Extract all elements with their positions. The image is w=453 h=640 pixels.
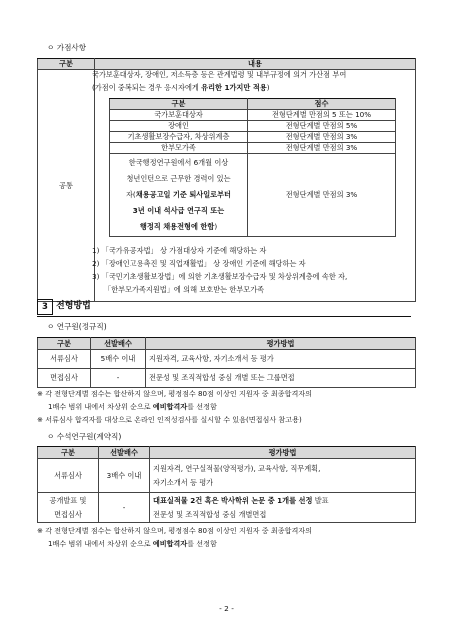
row-category: 서류심사 bbox=[38, 459, 99, 493]
researcher-note-cont: 1배수 범위 내에서 차상위 순으로 예비합격자를 선정함 bbox=[48, 402, 217, 411]
page-number: - 2 - bbox=[219, 604, 234, 613]
row-category: 공개발표 및 면접심사 bbox=[38, 493, 99, 523]
row-ratio: 3배수 이내 bbox=[99, 459, 150, 493]
row-ratio: - bbox=[99, 493, 150, 523]
row-ratio: - bbox=[91, 369, 146, 388]
senior-note: ※ 각 전형단계별 점수는 합산하지 않으며, 평정점수 80점 이상인 지원자 중 최종합격자의 bbox=[37, 526, 313, 535]
section-header bbox=[37, 299, 411, 317]
researcher-table bbox=[37, 337, 416, 388]
bonus-intro-line2: (가점이 중복되는 경우 응시자에게 유리한 1가지만 적용) bbox=[92, 83, 270, 92]
inner-row-category: 장애인 bbox=[110, 121, 248, 132]
col-category: 구분 bbox=[38, 338, 91, 350]
col-ratio: 선발배수 bbox=[99, 447, 150, 459]
senior-note-cont: 1배수 범위 내에서 차상위 순으로 예비합격자를 선정함 bbox=[48, 539, 217, 548]
bonus-intro-line1: 국가보훈대상자, 장애인, 저소득층 등은 관계법령 및 내부규정에 의거 가산점 부여 bbox=[92, 70, 347, 79]
bonus-footnote: 3) 「국민기초생활보장법」에 의한 기초생활보장수급자 및 차상위계층에 속한 자, bbox=[92, 272, 348, 281]
inner-row-score: 전형단계별 만점의 5% bbox=[248, 121, 396, 132]
inner-col-score: 점수 bbox=[248, 99, 396, 110]
bonus-heading: ㅇ 가점사항 bbox=[47, 43, 87, 52]
bonus-category: 공통 bbox=[38, 70, 95, 302]
row-ratio: 5배수 이내 bbox=[91, 350, 146, 369]
inner-row-score: 전형단계별 만점의 3% bbox=[248, 132, 396, 143]
col-method: 평가방법 bbox=[146, 338, 416, 350]
col-category: 구분 bbox=[38, 447, 99, 459]
row-method: 대표실적물 2건 혹은 박사학위 논문 중 1개를 선정 발표 전문성 및 조직적합성 중심 개별면접 bbox=[150, 493, 416, 523]
section-number: 3 bbox=[37, 299, 53, 315]
senior-table bbox=[37, 446, 416, 523]
senior-heading: ㅇ 수석연구원(계약직) bbox=[47, 432, 122, 441]
inner-row-category: 기초생활보장수급자, 차상위계층 bbox=[110, 132, 248, 143]
col-category: 구분 bbox=[38, 59, 95, 70]
bonus-footnote: 1) 「국가유공자법」 상 가점대상자 기준에 해당하는 자 bbox=[92, 246, 267, 255]
inner-col-category: 구분 bbox=[110, 99, 248, 110]
col-ratio: 선발배수 bbox=[91, 338, 146, 350]
inner-row-score: 전형단계별 만점의 3% bbox=[248, 154, 396, 237]
bonus-footnote: 2) 「장애인고용촉진 및 직업재활법」 상 장애인 기준에 해당하는 자 bbox=[92, 259, 306, 268]
col-method: 평가방법 bbox=[150, 447, 416, 459]
inner-row-category-intern: 한국행정연구원에서 6개월 이상 청년인턴으로 근무한 경력이 있는 자(채용공고일 기준 퇴사일로부터 3년 이내 석사급 연구직 또는 행정직 채용전형에 한함) bbox=[110, 154, 248, 237]
bonus-inner-table bbox=[109, 98, 396, 237]
row-method: 전문성 및 조직적합성 중심 개별 또는 그룹면접 bbox=[146, 369, 416, 388]
row-method: 지원자격, 연구실적물(양적평가), 교육사항, 직무계획, 자기소개서 등 평가 bbox=[150, 459, 416, 493]
researcher-note: ※ 각 전형단계별 점수는 합산하지 않으며, 평정점수 80점 이상인 지원자 중 최종합격자의 bbox=[37, 389, 313, 398]
col-content: 내용 bbox=[95, 59, 416, 70]
inner-row-score: 전형단계별 만점의 3% bbox=[248, 143, 396, 154]
researcher-note: ※ 서류심사 합격자를 대상으로 온라인 인적성검사를 실시할 수 있음(면접심사 참고용) bbox=[37, 415, 302, 424]
inner-row-score: 전형단계별 만점의 5 또는 10% bbox=[248, 110, 396, 121]
inner-row-category: 국가보훈대상자 bbox=[110, 110, 248, 121]
row-method: 지원자격, 교육사항, 자기소개서 등 평가 bbox=[146, 350, 416, 369]
row-category: 면접심사 bbox=[38, 369, 91, 388]
bonus-footnote: 「한부모가족지원법」에 의해 보호받는 한부모가족 bbox=[104, 285, 265, 294]
row-category: 서류심사 bbox=[38, 350, 91, 369]
inner-row-category: 한부모가족 bbox=[110, 143, 248, 154]
researcher-heading: ㅇ 연구원(정규직) bbox=[47, 322, 107, 331]
section-title: 전형방법 bbox=[56, 301, 91, 311]
